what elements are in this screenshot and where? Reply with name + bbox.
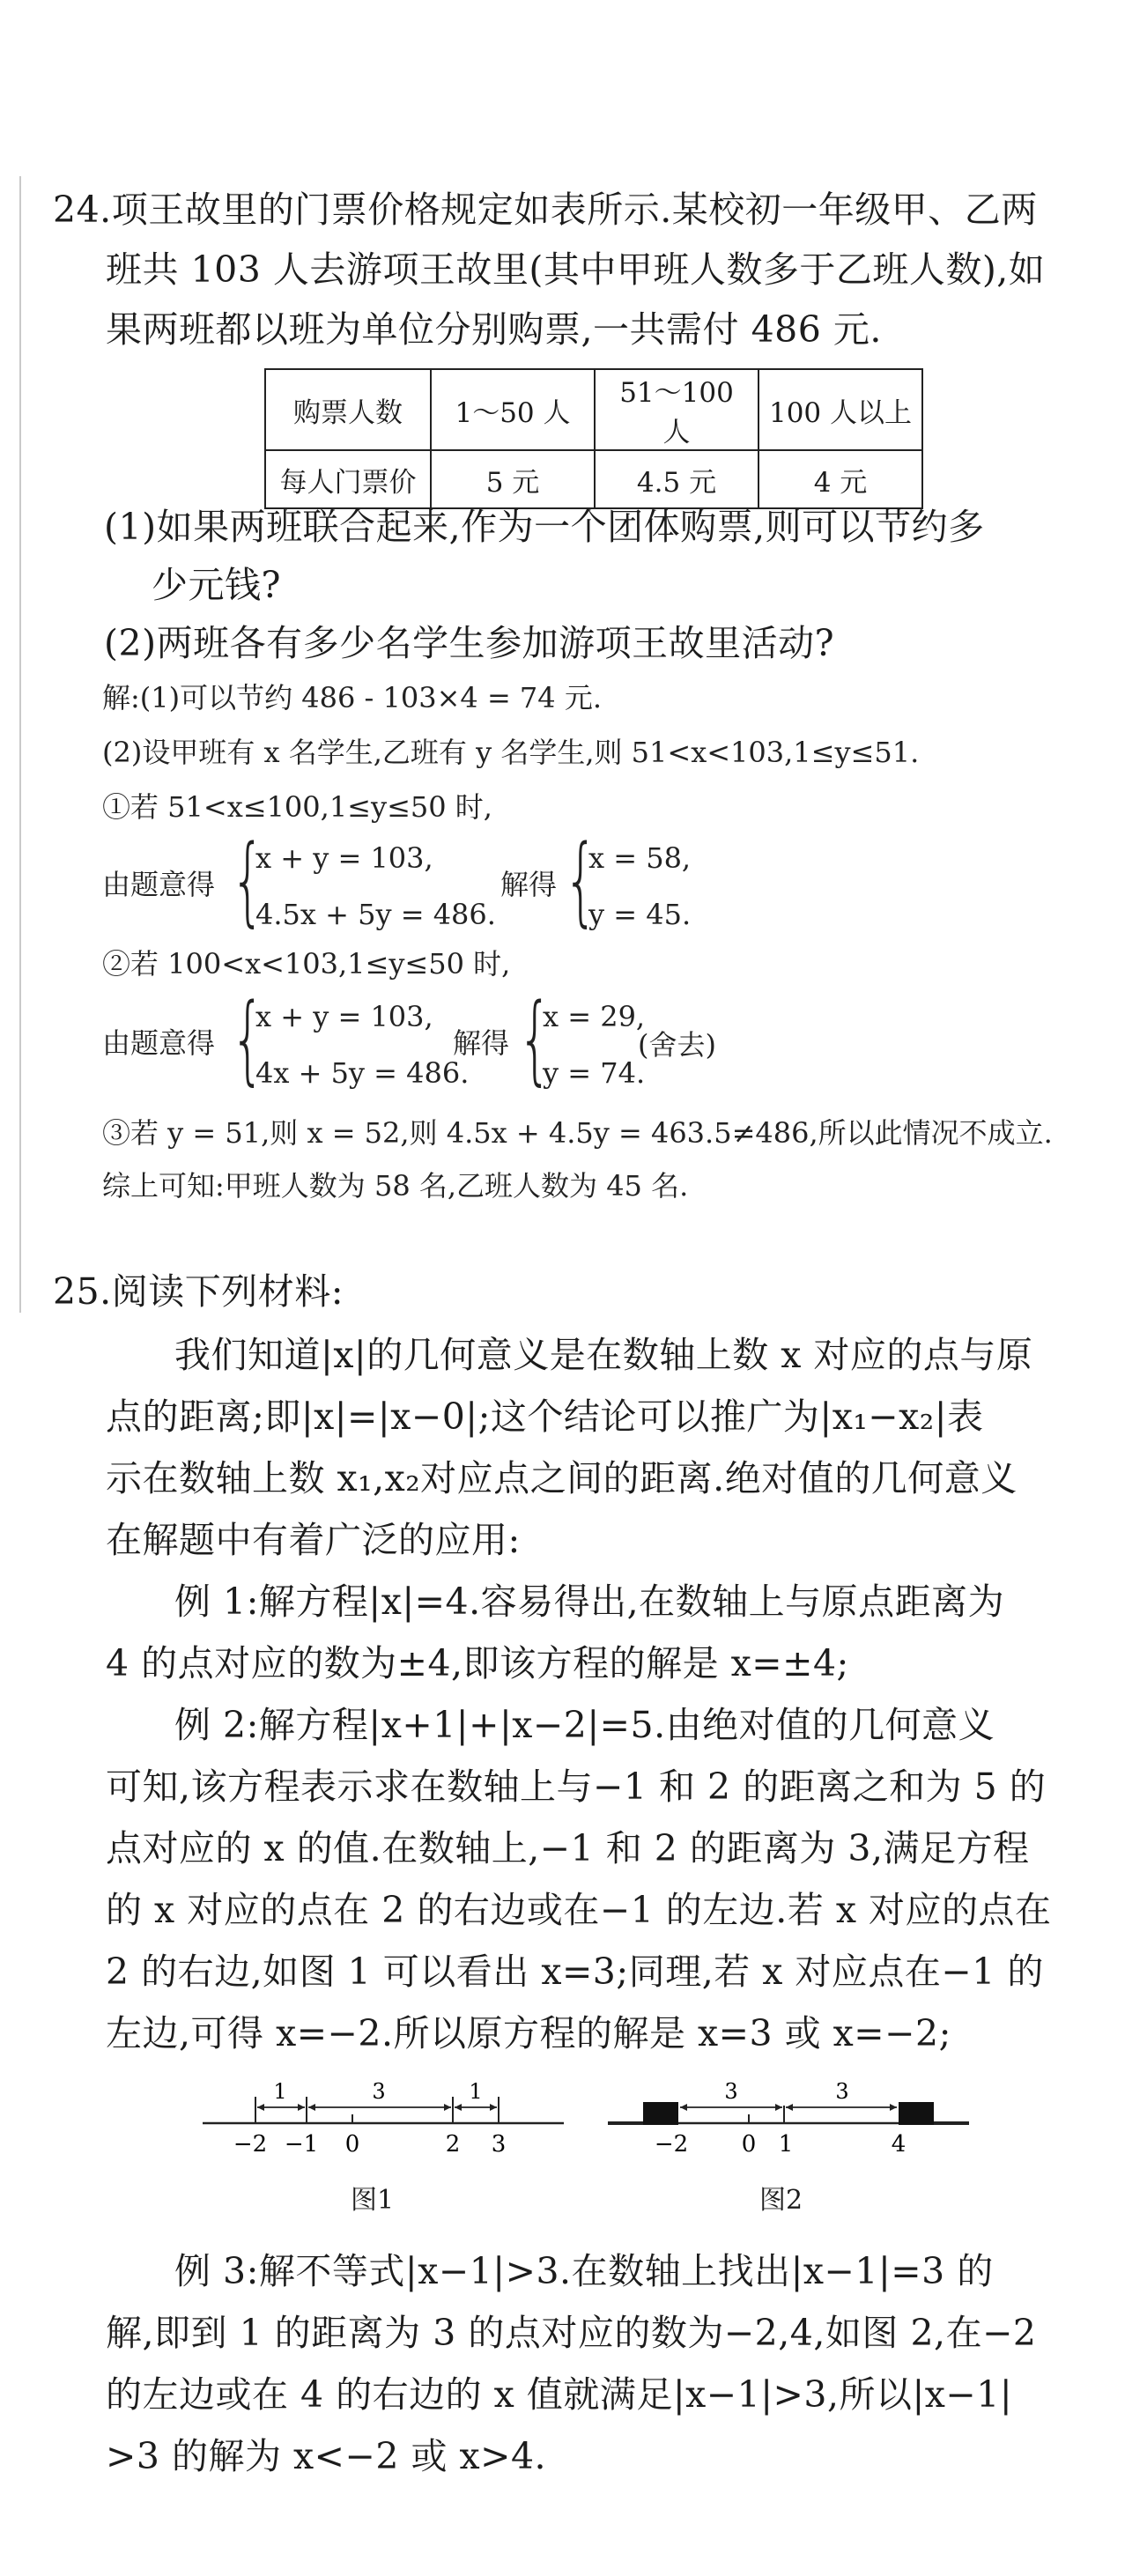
- result-1-y: y = 45.: [588, 898, 692, 931]
- q24-sub1-line-1: (1)如果两班联合起来,作为一个团体购票,则可以节约多: [104, 506, 985, 548]
- q25-line-9: 点对应的 x 的值.在数轴上,−1 和 2 的距离为 3,满足方程: [106, 1827, 1030, 1869]
- price-table: [264, 368, 923, 509]
- brace-icon: {: [518, 982, 552, 1095]
- tick-label: 1: [778, 2131, 794, 2158]
- tick-label: −2: [233, 2131, 268, 2158]
- figure-1-caption: 图1: [351, 2185, 395, 2216]
- table-cell: 4.5 元: [595, 450, 758, 508]
- table-cell: 51～100 人: [595, 369, 758, 450]
- q25-line-6: 4 的点对应的数为±4,即该方程的解是 x=±4;: [106, 1642, 849, 1684]
- distance-label: 1: [273, 2079, 287, 2104]
- figure-2-caption: 图2: [759, 2185, 803, 2216]
- case-3: ③若 y = 51,则 x = 52,则 4.5x + 4.5y = 463.5≠486,所以此情况不成立.: [102, 1116, 1053, 1150]
- q25-line-8: 可知,该方程表示求在数轴上与−1 和 2 的距离之和为 5 的: [106, 1765, 1047, 1808]
- q25-line-2: 点的距离;即|x|=|x−0|;这个结论可以推广为|x₁−x₂|表: [106, 1395, 984, 1438]
- tick-label: 4: [891, 2131, 906, 2158]
- brace-icon: {: [564, 824, 598, 936]
- q24-sub2: (2)两班各有多少名学生参加游项王故里活动?: [104, 622, 835, 664]
- q24-line-2: 班共 103 人去游项王故里(其中甲班人数多于乙班人数),如: [106, 248, 1046, 291]
- q25-example3-line-3: 的左边或在 4 的右边的 x 值就满足|x−1|>3,所以|x−1|: [106, 2373, 1013, 2416]
- system-2-eq-1: x + y = 103,: [255, 1000, 433, 1033]
- table-cell: 购票人数: [265, 369, 431, 450]
- tick-label: 0: [344, 2131, 360, 2158]
- table-cell: 4 元: [758, 450, 922, 508]
- case-1: ①若 51<x≤100,1≤y≤50 时,: [102, 790, 492, 824]
- result-1-x: x = 58,: [588, 841, 692, 875]
- q25-line-10: 的 x 对应的点在 2 的右边或在−1 的左边.若 x 对应的点在: [106, 1889, 1052, 1931]
- number-line-figure-2: [599, 2070, 978, 2176]
- solution-line-1: 解:(1)可以节约 486 - 103×4 = 74 元.: [102, 681, 602, 714]
- distance-label: 3: [835, 2079, 849, 2104]
- case-2: ②若 100<x<103,1≤y≤50 时,: [102, 947, 511, 981]
- q25-line-4: 在解题中有着广泛的应用:: [106, 1519, 521, 1561]
- q25-title: 25.阅读下列材料:: [53, 1270, 344, 1313]
- tick-label: 3: [491, 2131, 507, 2158]
- conclusion: 综上可知:甲班人数为 58 名,乙班人数为 45 名.: [102, 1169, 689, 1203]
- brace-icon: {: [231, 824, 265, 936]
- system-1-eq-2: 4.5x + 5y = 486.: [255, 898, 496, 931]
- table-cell: 5 元: [431, 450, 595, 508]
- tick-label: −1: [284, 2131, 319, 2158]
- margin-line: [19, 176, 21, 1313]
- by-meaning-1: 由题意得: [102, 868, 216, 901]
- distance-label: 1: [469, 2079, 483, 2104]
- q24-sub1-line-2: 少元钱?: [152, 564, 281, 606]
- q25-line-12: 左边,可得 x=−2.所以原方程的解是 x=3 或 x=−2;: [106, 2012, 951, 2054]
- q25-example3-line-1: 例 3:解不等式|x−1|>3.在数轴上找出|x−1|=3 的: [174, 2250, 994, 2292]
- tick-label: 2: [445, 2131, 461, 2158]
- table-cell: 100 人以上: [758, 369, 922, 450]
- number-line-figure-1: [194, 2070, 581, 2176]
- q25-line-11: 2 的右边,如图 1 可以看出 x=3;同理,若 x 对应点在−1 的: [106, 1951, 1044, 1993]
- q25-line-3: 示在数轴上数 x₁,x₂对应点之间的距离.绝对值的几何意义: [106, 1457, 1018, 1499]
- q24-line-3: 果两班都以班为单位分别购票,一共需付 486 元.: [106, 308, 882, 351]
- rejected-note: (舍去): [638, 1028, 716, 1062]
- table-cell: 1～50 人: [431, 369, 595, 450]
- by-meaning-2: 由题意得: [102, 1026, 216, 1060]
- q25-line-5: 例 1:解方程|x|=4.容易得出,在数轴上与原点距离为: [174, 1580, 1005, 1623]
- tick-label: −2: [654, 2131, 689, 2158]
- system-2-eq-2: 4x + 5y = 486.: [255, 1056, 470, 1090]
- table-cell: 每人门票价: [265, 450, 431, 508]
- result-2-x: x = 29,: [543, 1000, 646, 1033]
- q25-example3-line-2: 解,即到 1 的距离为 3 的点对应的数为−2,4,如图 2,在−2: [106, 2312, 1037, 2354]
- q25-line-7: 例 2:解方程|x+1|+|x−2|=5.由绝对值的几何意义: [174, 1704, 995, 1746]
- solve-label-2: 解得: [453, 1026, 510, 1060]
- brace-icon: {: [231, 982, 265, 1095]
- distance-label: 3: [724, 2079, 738, 2104]
- tick-label: 0: [741, 2131, 757, 2158]
- q25-line-1: 我们知道|x|的几何意义是在数轴上数 x 对应的点与原: [174, 1334, 1033, 1376]
- solve-label-1: 解得: [500, 868, 558, 901]
- q25-example3-line-4: >3 的解为 x<−2 或 x>4.: [106, 2435, 547, 2477]
- system-1-eq-1: x + y = 103,: [255, 841, 433, 875]
- result-2-y: y = 74.: [543, 1056, 646, 1090]
- table-row: [265, 369, 922, 450]
- distance-label: 3: [372, 2079, 386, 2104]
- q24-line-1: 24.项王故里的门票价格规定如表所示.某校初一年级甲、乙两: [53, 189, 1038, 231]
- solution-line-2: (2)设甲班有 x 名学生,乙班有 y 名学生,则 51<x<103,1≤y≤51.: [102, 736, 920, 769]
